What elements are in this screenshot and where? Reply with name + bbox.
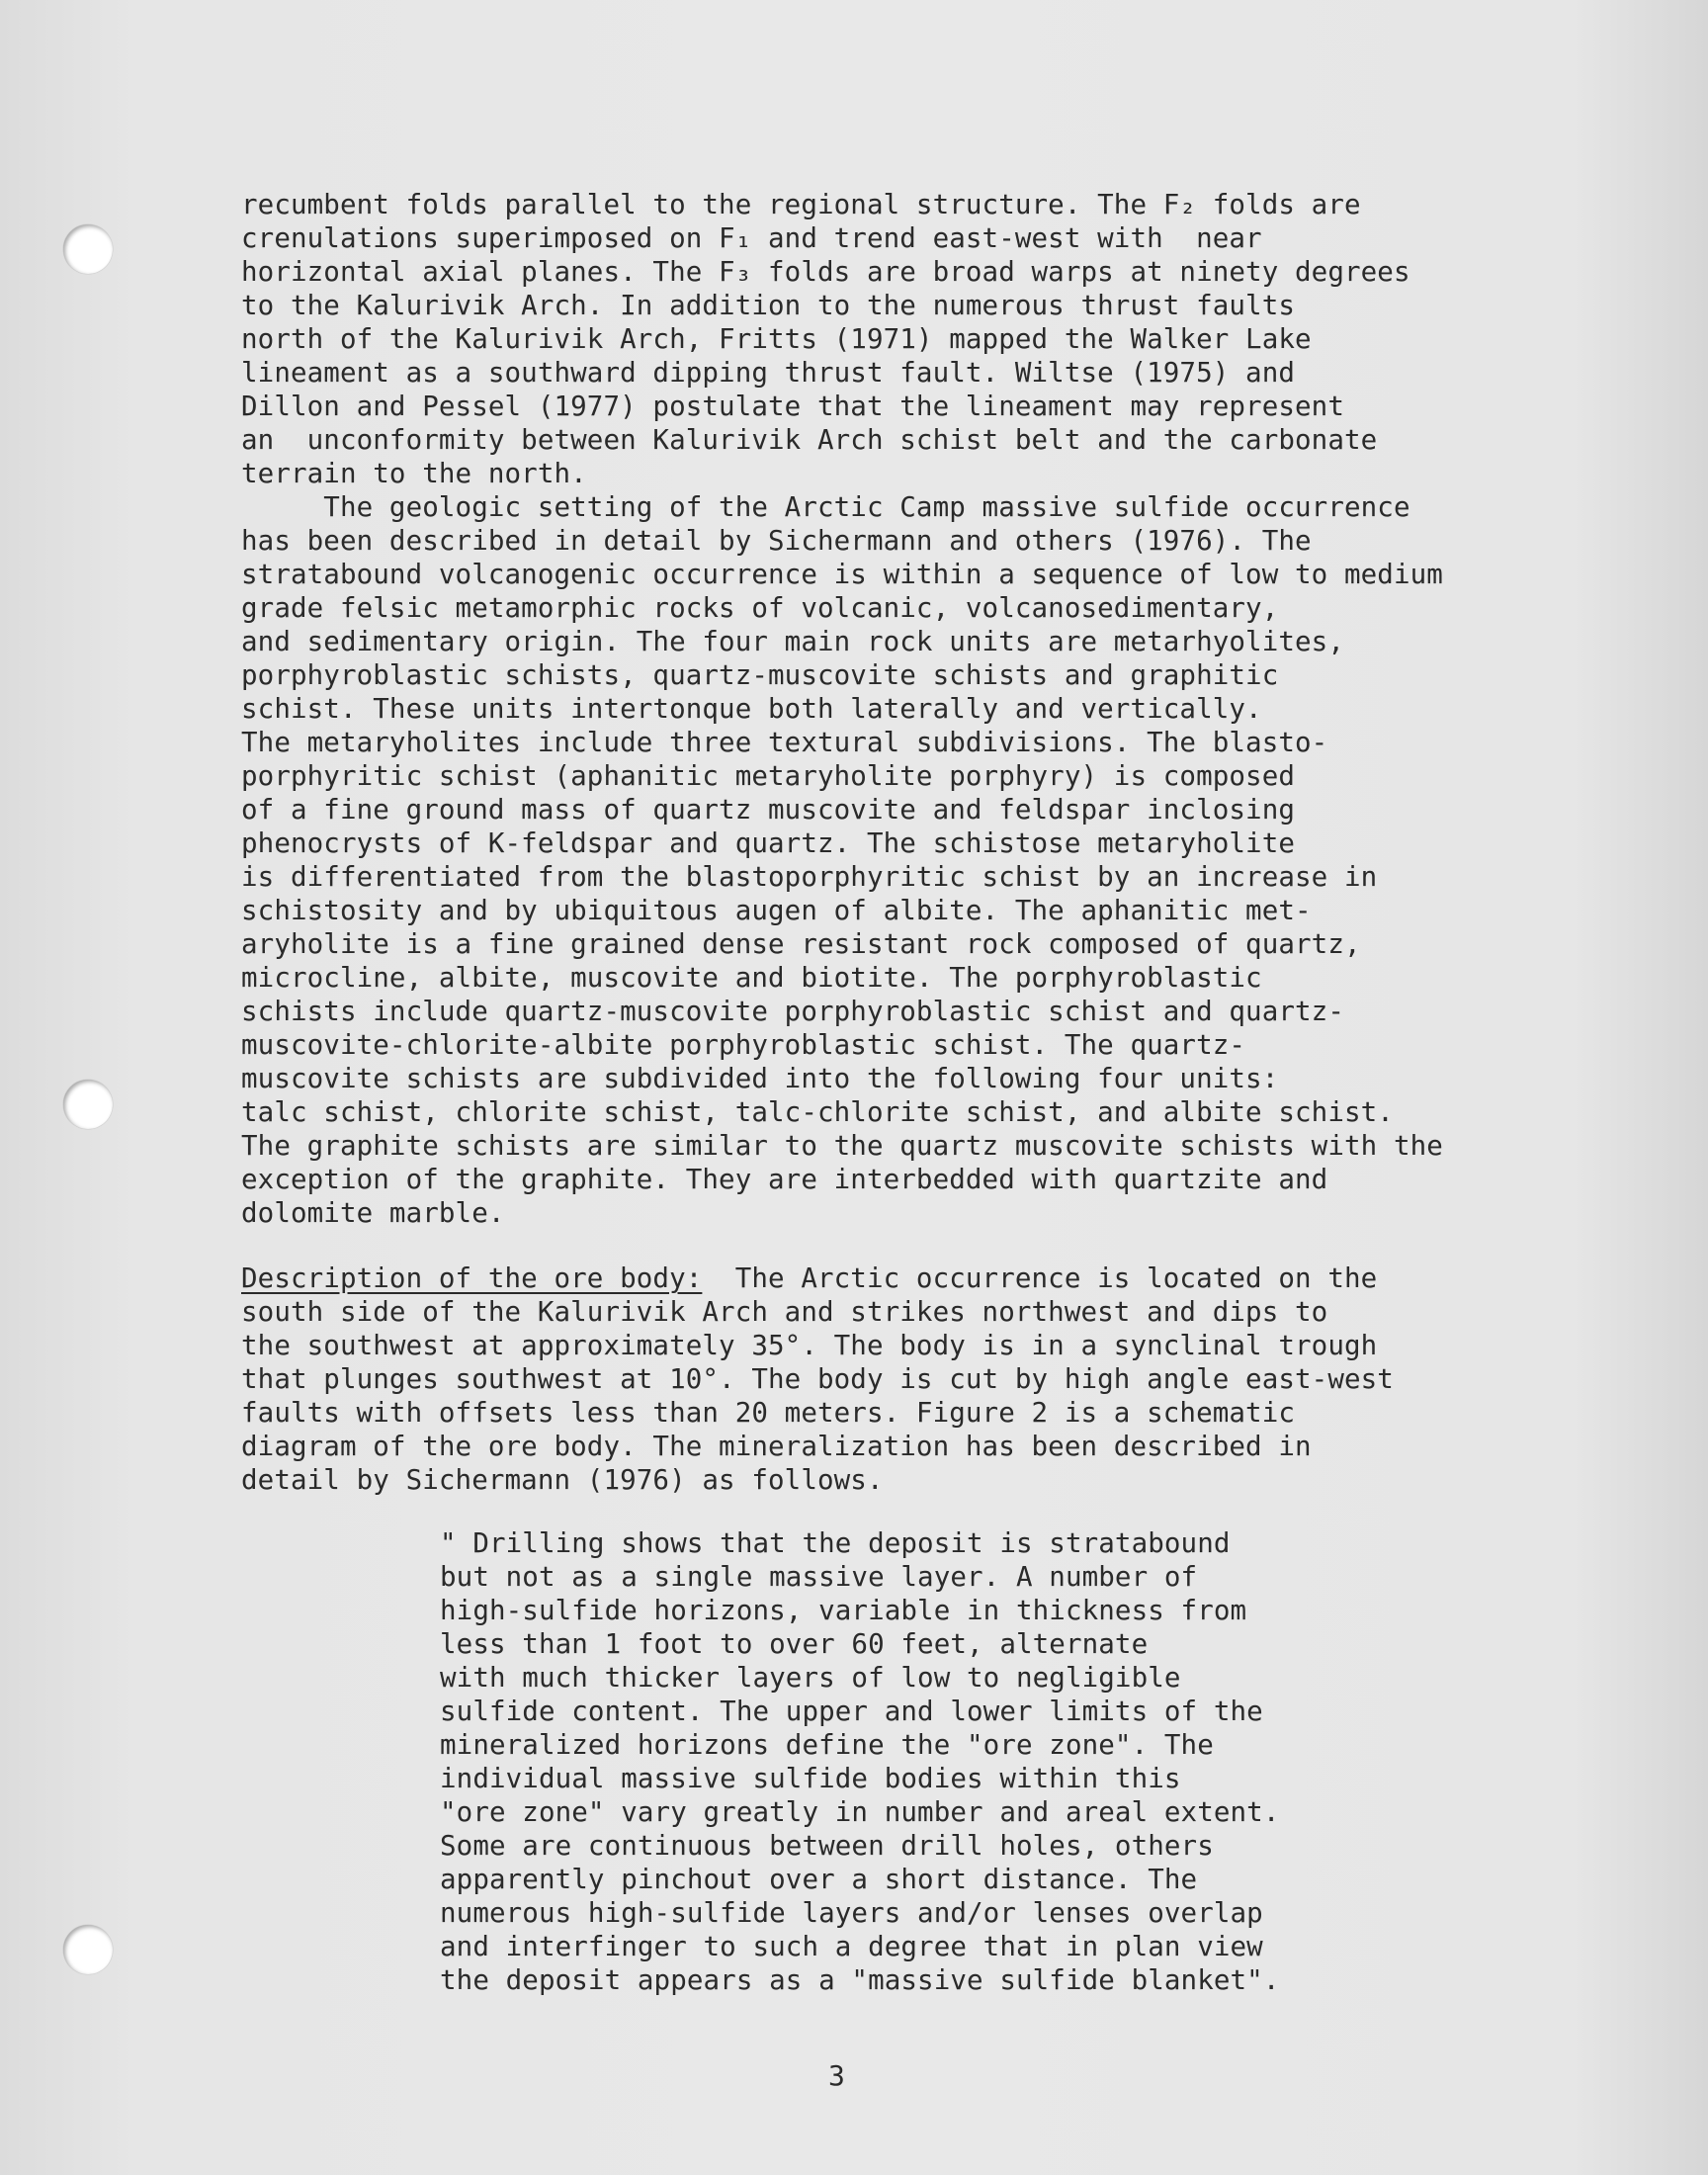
text-line: Dillon and Pessel (1977) postulate that the lineament may represent — [241, 391, 1344, 422]
text-line: is differentiated from the blastoporphyritic schist by an increase in — [241, 861, 1378, 893]
text-line: porphyritic schist (aphanitic metaryholite porphyry) is composed — [241, 760, 1296, 792]
text-line: lineament as a southward dipping thrust fault. Wiltse (1975) and — [241, 357, 1296, 389]
punch-hole-top — [63, 224, 113, 274]
quote-line: and interfinger to such a degree that in plan view — [440, 1931, 1263, 1962]
quote-line: the deposit appears as a "massive sulfide blanket". — [440, 1964, 1280, 1996]
text-line: porphyroblastic schists, quartz-muscovite schists and graphitic — [241, 659, 1279, 691]
quote-line: " Drilling shows that the deposit is stratabound — [440, 1527, 1231, 1559]
quote-line: but not as a single massive layer. A number of — [440, 1561, 1198, 1593]
quote-line: individual massive sulfide bodies within this — [440, 1763, 1181, 1794]
text-line: The Arctic occurrence is located on the — [702, 1262, 1378, 1294]
quote-line: "ore zone" vary greatly in number and areal extent. — [440, 1796, 1280, 1828]
quote-line: Some are continuous between drill holes, others — [440, 1830, 1214, 1862]
text-line: crenulations superimposed on F₁ and trend east-west with near — [241, 222, 1262, 254]
text-line: dolomite marble. — [241, 1197, 505, 1229]
text-line: has been described in detail by Sichermann and others (1976). The — [241, 525, 1312, 557]
text-line: schists include quartz-muscovite porphyroblastic schist and quartz- — [241, 996, 1344, 1027]
page-number: 3 — [828, 2059, 845, 2092]
quote-line: sulfide content. The upper and lower limits of the — [440, 1696, 1263, 1727]
text-line: schist. These units intertonque both laterally and vertically. — [241, 693, 1262, 725]
text-line: aryholite is a fine grained dense resistant rock composed of quartz, — [241, 928, 1361, 960]
text-line: The graphite schists are similar to the quartz muscovite schists with the — [241, 1130, 1443, 1162]
text-line: of a fine ground mass of quartz muscovite and feldspar inclosing — [241, 794, 1296, 826]
text-line: The metaryholites include three textural subdivisions. The blasto- — [241, 727, 1328, 758]
text-line: that plunges southwest at 10°. The body is cut by high angle east-west — [241, 1363, 1394, 1395]
text-line: muscovite-chlorite-albite porphyroblastic schist. The quartz- — [241, 1029, 1246, 1061]
text-line: to the Kalurivik Arch. In addition to the numerous thrust faults — [241, 290, 1296, 321]
text-line: talc schist, chlorite schist, talc-chlorite schist, and albite schist. — [241, 1096, 1394, 1128]
text-line: detail by Sichermann (1976) as follows. — [241, 1464, 884, 1496]
text-line: The geologic setting of the Arctic Camp massive sulfide occurrence — [241, 491, 1410, 523]
text-line: schistosity and by ubiquitous augen of albite. The aphanitic met- — [241, 895, 1312, 926]
text-line: north of the Kalurivik Arch, Fritts (1971) mapped the Walker Lake — [241, 323, 1312, 355]
section-heading: Description of the ore body: — [241, 1262, 703, 1294]
quote-line: mineralized horizons define the "ore zone". The — [440, 1729, 1214, 1761]
quote-line: high-sulfide horizons, variable in thickness from — [440, 1595, 1247, 1626]
text-line: horizontal axial planes. The F₃ folds are broad warps at ninety degrees — [241, 256, 1410, 288]
quote-line: apparently pinchout over a short distance. The — [440, 1864, 1198, 1895]
text-line: faults with offsets less than 20 meters. Figure 2 is a schematic — [241, 1397, 1296, 1429]
text-line: grade felsic metamorphic rocks of volcanic, volcanosedimentary, — [241, 592, 1279, 624]
text-line: an unconformity between Kalurivik Arch schist belt and the carbonate — [241, 424, 1378, 456]
text-line: microcline, albite, muscovite and biotite. The porphyroblastic — [241, 962, 1262, 994]
text-line: south side of the Kalurivik Arch and strikes northwest and dips to — [241, 1296, 1328, 1328]
text-line: muscovite schists are subdivided into the following four units: — [241, 1063, 1279, 1094]
text-line: terrain to the north. — [241, 458, 587, 489]
text-line: exception of the graphite. They are interbedded with quartzite and — [241, 1164, 1328, 1195]
section-first-line — [241, 1262, 1377, 1295]
text-line: the southwest at approximately 35°. The body is in a synclinal trough — [241, 1330, 1378, 1361]
text-line: diagram of the ore body. The mineralization has been described in — [241, 1431, 1312, 1462]
punch-hole-bottom — [63, 1925, 113, 1974]
text-line: and sedimentary origin. The four main rock units are metarhyolites, — [241, 626, 1344, 657]
quote-line: with much thicker layers of low to negligible — [440, 1662, 1181, 1694]
quote-line: less than 1 foot to over 60 feet, alternate — [440, 1628, 1149, 1660]
text-line: stratabound volcanogenic occurrence is within a sequence of low to medium — [241, 559, 1443, 590]
text-line: phenocrysts of K-feldspar and quartz. The schistose metaryholite — [241, 827, 1296, 859]
text-line: recumbent folds parallel to the regional structure. The F₂ folds are — [241, 189, 1361, 220]
punch-hole-middle — [63, 1080, 113, 1129]
quote-line: numerous high-sulfide layers and/or lenses overlap — [440, 1897, 1263, 1929]
